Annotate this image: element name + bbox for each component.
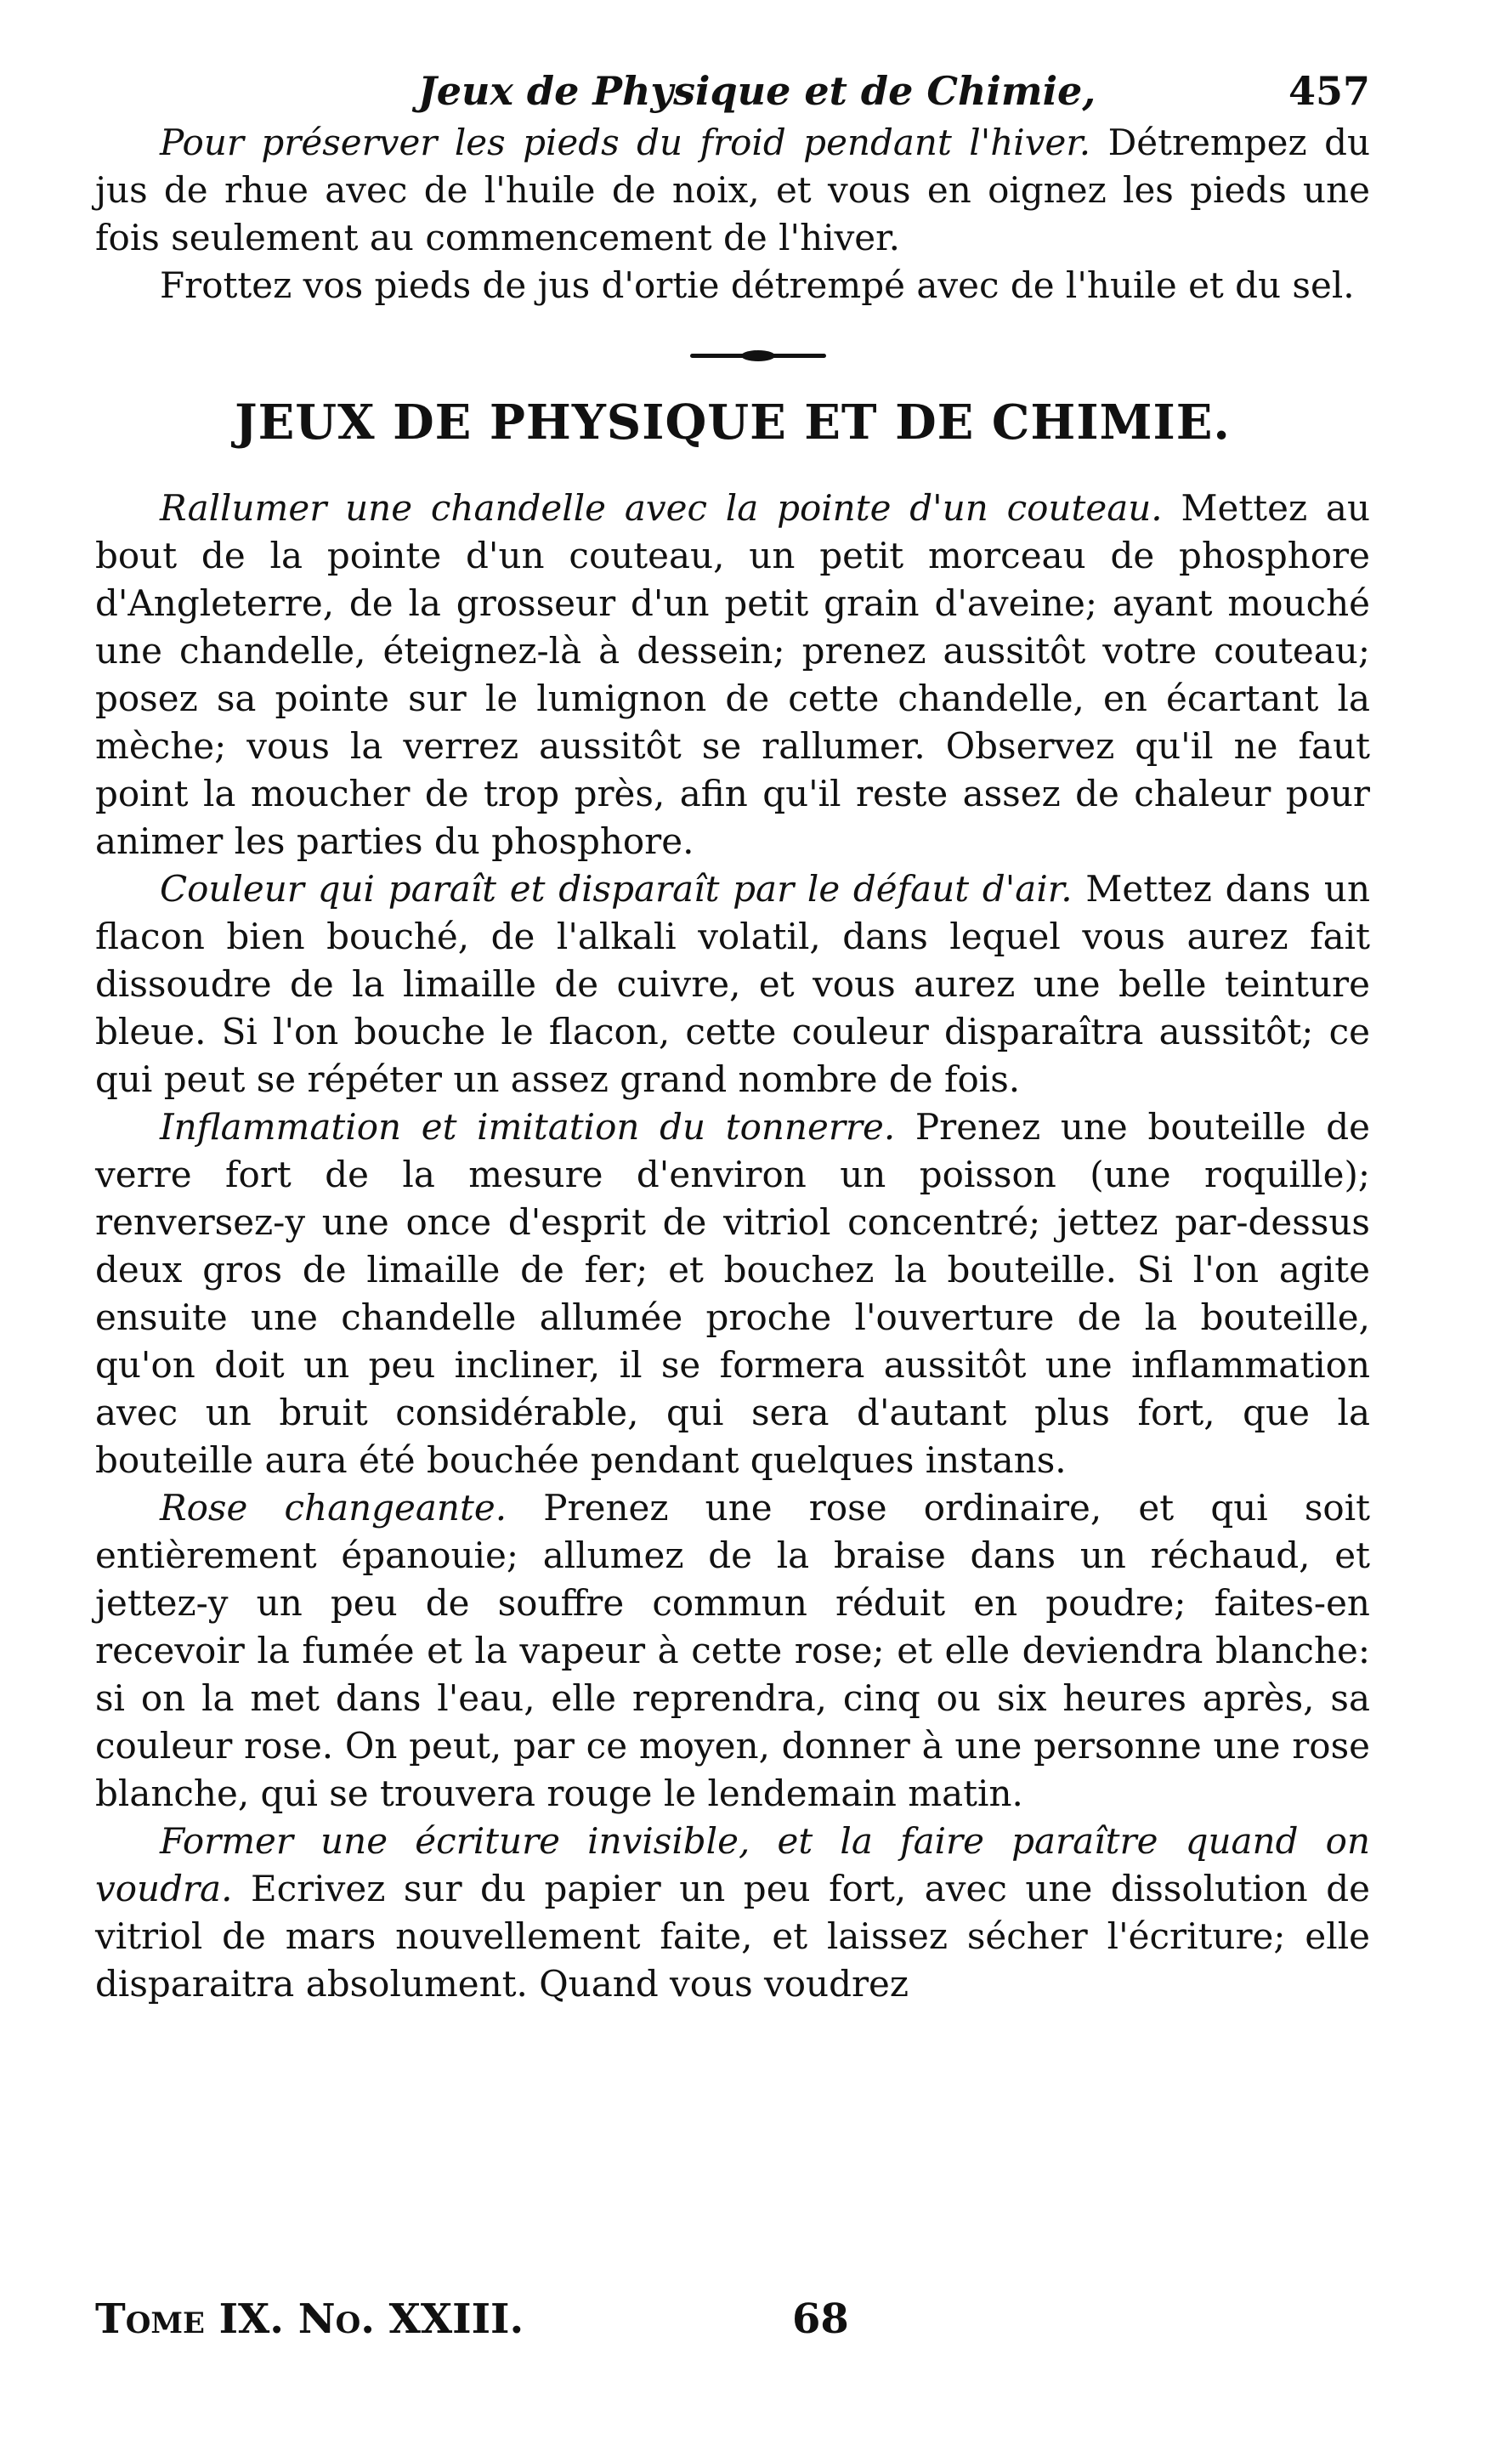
running-title: Jeux de Physique et de Chimie,: [418, 68, 1096, 114]
signature-mark: Tome IX. No. XXIII.: [95, 2295, 524, 2343]
sheet-number: 68: [792, 2295, 849, 2343]
intro-paragraph-1-lead: Pour préserver les pieds du froid pendant l'hiver.: [160, 122, 1091, 163]
page-number: 457: [1288, 68, 1370, 114]
article-ecriture-invisible: [95, 1818, 1370, 2008]
article-inflammation: [95, 1103, 1370, 1484]
article-lead: Former une écriture invisible, et la faire paraître quand on voudra.: [95, 1820, 1370, 1909]
article-rallumer-chandelle: [95, 485, 1370, 865]
section-heading: JEUX DE PHYSIQUE ET DE CHIMIE.: [235, 394, 1231, 451]
article-lead: Inflammation et imitation du tonnerre.: [160, 1106, 896, 1148]
article-text: Mettez au bout de la pointe d'un couteau, un petit morceau de phosphore d'Angleterre, de la grosseur d'un petit grain d'aveine; ayant mouché une chandelle, éteignez-là à dessein; prenez aussitôt votre couteau; posez sa pointe sur le lumignon de cette chandelle, en écartant la mèche; vous la verrez aussitôt se rallumer. Observez qu'il ne faut point la moucher de trop près, afin qu'il reste assez de chaleur pour animer les parties du phosphore.: [95, 487, 1371, 862]
article-text: Prenez une rose ordinaire, et qui soit entièrement épanouie; allumez de la braise dans un réchaud, et jettez-y un peu de souffre commun réduit en poudre; faites-en recevoir la fumée et la vapeur à cette rose; et elle deviendra blanche: si on la met dans l'eau, elle reprendra, cinq ou six heures après, sa couleur rose. On peut, par ce moyen, donner à une personne une rose blanche, qui se trouvera rouge le lendemain matin.: [95, 1487, 1371, 1814]
intro-paragraph-2-text: Frottez vos pieds de jus d'ortie détrempé avec de l'huile et du sel.: [160, 264, 1355, 306]
article-text: Mettez dans un flacon bien bouché, de l'alkali volatil, dans lequel vous aurez fait dissoudre de la limaille de cuivre, et vous aurez une belle teinture bleue. Si l'on bouche le flacon, cette couleur disparaîtra aussitôt; ce qui peut se répéter un assez grand nombre de fois.: [95, 868, 1370, 1100]
ornamental-divider: [95, 309, 1370, 386]
book-page: [95, 60, 1370, 2008]
page-footer: [95, 2295, 1370, 2346]
intro-paragraph-2: [95, 262, 1370, 309]
article-lead: Rallumer une chandelle avec la pointe d'un couteau.: [160, 487, 1163, 529]
article-rose-changeante: [95, 1484, 1370, 1818]
article-lead: Couleur qui paraît et disparaît par le défaut d'air.: [160, 868, 1073, 910]
article-text: Ecrivez sur du papier un peu fort, avec une dissolution de vitriol de mars nouvellement faite, et laissez sécher l'écriture; elle disparaitra absolument. Quand vous voudrez: [95, 1868, 1370, 2005]
article-couleur: [95, 865, 1370, 1103]
intro-paragraph-1-text: Détrempez du jus de rhue avec de l'huile de noix, et vous en oignez les pieds une fois seulement au commencement de l'hiver.: [95, 122, 1371, 258]
article-lead: Rose changeante.: [160, 1487, 507, 1529]
intro-paragraph-1: [95, 119, 1370, 262]
divider-rule: [690, 354, 826, 358]
article-text: Prenez une bouteille de verre fort de la mesure d'environ un poisson (une roquille); renversez-y une once d'esprit de vitriol concentré; jettez par-dessus deux gros de limaille de fer; et bouchez la bouteille. Si l'on agite ensuite une chandelle allumée proche l'ouverture de la bouteille, qu'on doit un peu incliner, il se formera aussitôt une inflammation avec un bruit considérable, qui sera d'autant plus fort, que la bouteille aura été bouchée pendant quelques instans.: [95, 1106, 1371, 1481]
running-head: [95, 60, 1370, 119]
